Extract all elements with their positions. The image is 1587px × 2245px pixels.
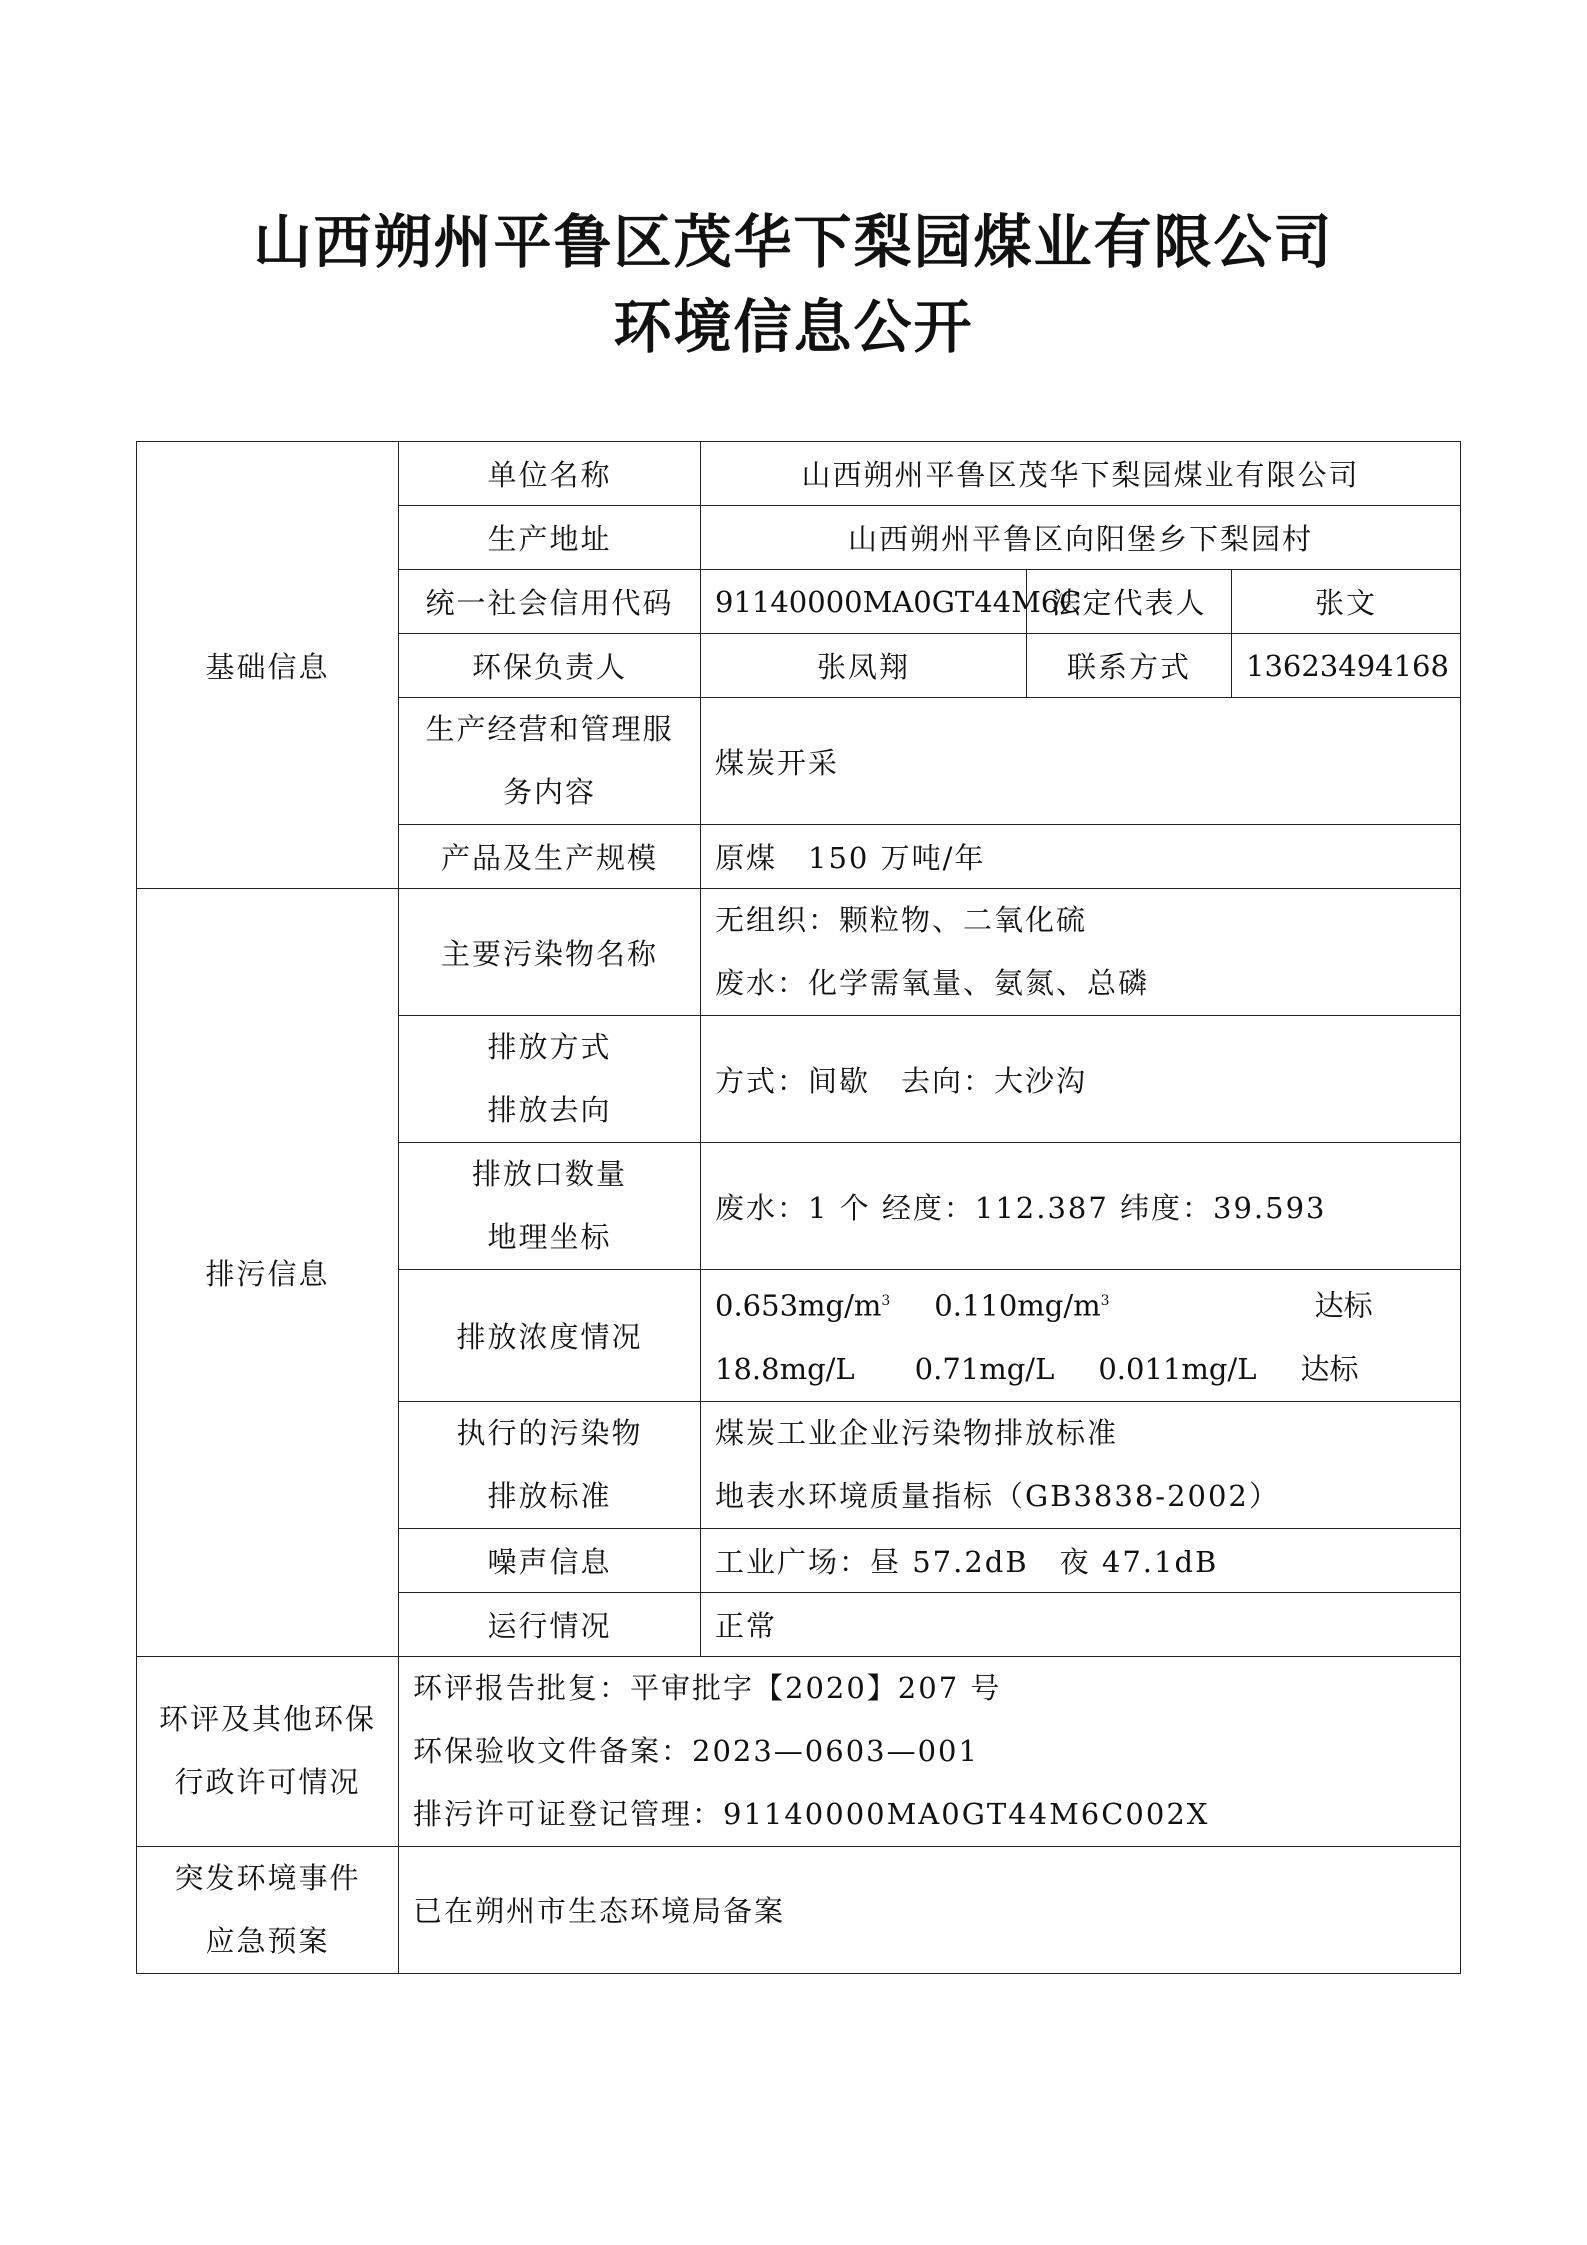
- discharge-label: [399, 1016, 701, 1143]
- discharge-label-line2: 排放去向: [487, 1093, 612, 1127]
- eia-value: [399, 1656, 1461, 1846]
- outlet-value: 废水：1 个 经度：112.387 纬度：39.593: [701, 1143, 1461, 1270]
- document-title-line1: 山西朔州平鲁区茂华下梨园煤业有限公司: [253, 208, 1334, 276]
- emergency-label: [137, 1846, 399, 1973]
- discharge-label-line1: 排放方式: [487, 1030, 612, 1064]
- concentration-row2: [715, 1338, 1446, 1401]
- legal-rep-label: 法定代表人: [1027, 570, 1232, 634]
- unit-name-value: 山西朔州平鲁区茂华下梨园煤业有限公司: [701, 442, 1461, 506]
- unit-name-label: 单位名称: [399, 442, 701, 506]
- eia-line2: 环保验收文件备案：2023—0603—001: [413, 1733, 979, 1768]
- eia-line1: 环评报告批复：平审批字【2020】207 号: [413, 1670, 1002, 1705]
- emergency-value: 已在朔州市生态环境局备案: [399, 1846, 1461, 1973]
- legal-rep-value: 张文: [1232, 570, 1461, 634]
- business-label-line1: 生产经营和管理服: [425, 712, 674, 746]
- env-info-table: [136, 441, 1461, 1974]
- contact-value: 13623494168: [1232, 634, 1461, 698]
- eia-label-line1: 环评及其他环保: [158, 1702, 376, 1737]
- eia-label: [137, 1656, 399, 1846]
- section-pollution-info: 排污信息: [137, 889, 399, 1657]
- eia-label-line2: 行政许可情况: [174, 1765, 361, 1800]
- pollutants-value: [701, 889, 1461, 1016]
- conc-b-sup: 3: [1100, 1293, 1110, 1309]
- concentration-label: 排放浓度情况: [399, 1270, 701, 1402]
- emergency-label-line2: 应急预案: [205, 1923, 330, 1958]
- conc-b: 0.110mg/m: [934, 1288, 1101, 1323]
- contact-label: 联系方式: [1027, 634, 1232, 698]
- discharge-value: 方式：间歇 去向：大沙沟: [701, 1016, 1461, 1143]
- standard-label: [399, 1401, 701, 1528]
- standard-label-line1: 执行的污染物: [456, 1415, 643, 1450]
- section-basic-info: 基础信息: [137, 442, 399, 889]
- credit-code-value: 91140000MA0GT44M6C: [701, 570, 1027, 634]
- standard-label-line2: 排放标准: [487, 1478, 612, 1513]
- product-label: 产品及生产规模: [399, 825, 701, 889]
- pollutants-line1: 无组织：颗粒物、二氧化硫: [715, 903, 1088, 937]
- conc-a: 0.653mg/m: [715, 1288, 882, 1323]
- conc-d: 0.71mg/L: [914, 1351, 1055, 1386]
- product-value: 原煤 150 万吨/年: [701, 825, 1461, 889]
- operation-value: 正常: [701, 1592, 1461, 1656]
- address-value: 山西朔州平鲁区向阳堡乡下梨园村: [701, 506, 1461, 570]
- pollutants-line2: 废水：化学需氧量、氨氮、总磷: [715, 966, 1150, 1000]
- business-label: [399, 698, 701, 825]
- outlet-label-line2: 地理坐标: [487, 1220, 612, 1254]
- outlet-label: [399, 1143, 701, 1270]
- conc-a-sup: 3: [881, 1293, 891, 1309]
- outlet-label-line1: 排放口数量: [471, 1157, 627, 1191]
- conc-row2-status: 达标: [1300, 1351, 1359, 1386]
- business-label-line2: 务内容: [502, 775, 596, 809]
- env-head-value: 张凤翔: [701, 634, 1027, 698]
- env-head-label: 环保负责人: [399, 634, 701, 698]
- eia-line3: 排污许可证登记管理：91140000MA0GT44M6C002X: [413, 1796, 1210, 1831]
- conc-c: 18.8mg/L: [715, 1351, 855, 1386]
- document-title-line2: 环境信息公开: [613, 293, 974, 361]
- conc-e: 0.011mg/L: [1098, 1351, 1257, 1386]
- conc-row1-status: 达标: [1314, 1288, 1373, 1323]
- emergency-label-line1: 突发环境事件: [174, 1860, 361, 1895]
- concentration-value: [701, 1270, 1461, 1402]
- standard-line2: 地表水环境质量指标（GB3838-2002）: [715, 1478, 1280, 1513]
- business-value: 煤炭开采: [701, 698, 1461, 825]
- concentration-row1: [715, 1270, 1446, 1338]
- noise-label: 噪声信息: [399, 1528, 701, 1592]
- standard-line1: 煤炭工业企业污染物排放标准: [715, 1415, 1119, 1450]
- operation-label: 运行情况: [399, 1592, 701, 1656]
- pollutants-label: 主要污染物名称: [399, 889, 701, 1016]
- credit-code-label: 统一社会信用代码: [399, 570, 701, 634]
- noise-value: 工业广场：昼 57.2dB 夜 47.1dB: [701, 1528, 1461, 1592]
- standard-value: [701, 1401, 1461, 1528]
- address-label: 生产地址: [399, 506, 701, 570]
